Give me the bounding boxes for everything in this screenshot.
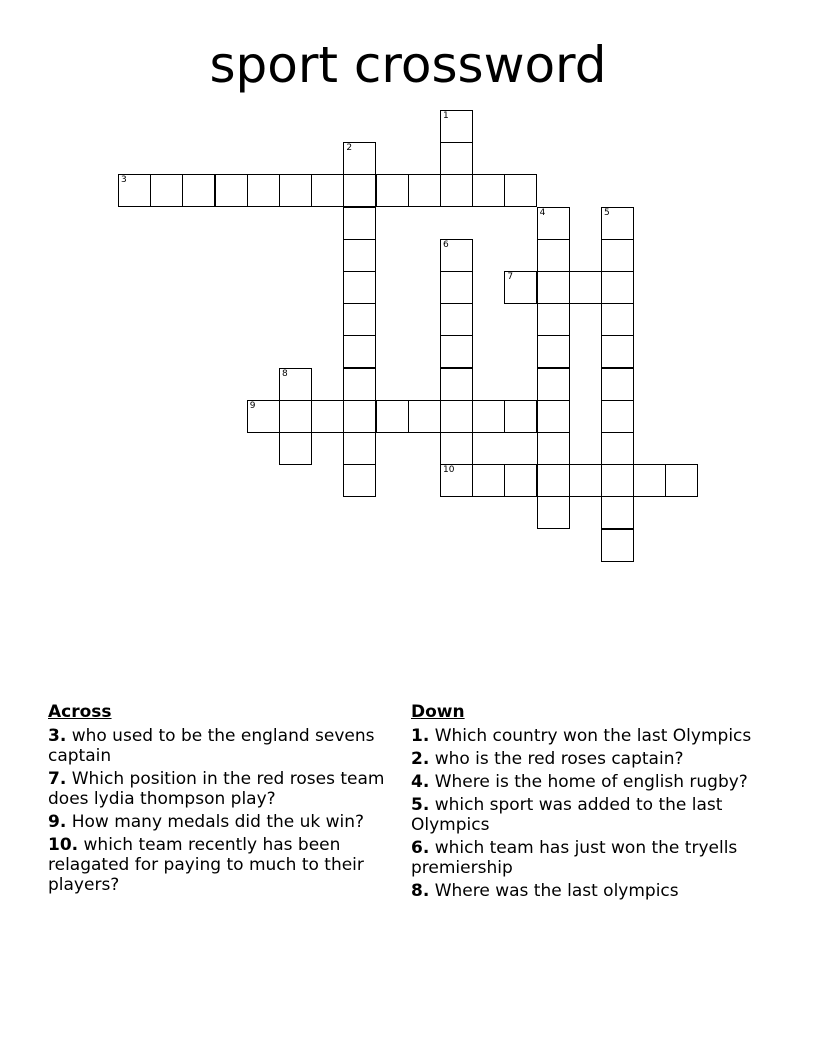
crossword-cell[interactable] (279, 174, 312, 207)
crossword-cell[interactable] (279, 400, 312, 433)
clue-down-6 (411, 838, 756, 878)
cell-number: 4 (539, 207, 546, 218)
clue-text: How many medals did the uk win? (71, 812, 365, 832)
clue-number: 2. (411, 749, 430, 769)
crossword-cell[interactable] (343, 303, 376, 336)
crossword-cell[interactable] (601, 496, 634, 529)
crossword-cell[interactable] (343, 464, 376, 497)
crossword-cell[interactable] (279, 368, 312, 401)
crossword-cell[interactable] (537, 400, 570, 433)
crossword-cell[interactable] (472, 464, 505, 497)
clue-down-4 (411, 772, 756, 792)
clue-across-3 (48, 726, 393, 766)
crossword-cell[interactable] (343, 335, 376, 368)
crossword-cell[interactable] (601, 432, 634, 465)
cell-number: 6 (443, 239, 449, 250)
clue-down-5 (411, 795, 756, 835)
crossword-cell[interactable] (311, 400, 344, 433)
clue-number: 9. (48, 812, 67, 832)
crossword-cell[interactable] (504, 174, 537, 207)
crossword-cell[interactable] (440, 464, 473, 497)
clue-number: 8. (411, 881, 430, 901)
crossword-cell[interactable] (601, 464, 634, 497)
crossword-cell[interactable] (537, 464, 570, 497)
crossword-cell[interactable] (247, 174, 280, 207)
cell-number: 2 (346, 143, 353, 154)
clue-text: who is the red roses captain? (434, 749, 684, 769)
crossword-cell[interactable] (472, 174, 505, 207)
clue-text: Where is the home of english rugby? (434, 772, 748, 792)
crossword-cell[interactable] (343, 432, 376, 465)
crossword-cell[interactable] (118, 174, 151, 207)
crossword-cell[interactable] (537, 368, 570, 401)
clue-text: Which position in the red roses team does lydia thompson play? (48, 769, 385, 809)
clue-down-1 (411, 726, 756, 746)
clue-number: 6. (411, 838, 430, 858)
clue-text: which sport was added to the last Olympics (411, 795, 723, 835)
crossword-cell[interactable] (440, 174, 473, 207)
crossword-cell[interactable] (343, 207, 376, 240)
crossword-cell[interactable] (440, 368, 473, 401)
crossword-cell[interactable] (601, 207, 634, 240)
crossword-cell[interactable] (504, 464, 537, 497)
crossword-cell[interactable] (665, 464, 698, 497)
crossword-cell[interactable] (504, 271, 537, 304)
down-clues (411, 702, 756, 904)
clue-across-10 (48, 835, 393, 895)
crossword-cell[interactable] (343, 368, 376, 401)
crossword-cell[interactable] (440, 400, 473, 433)
across-clues (48, 702, 393, 898)
crossword-cell[interactable] (343, 142, 376, 175)
crossword-cell[interactable] (440, 110, 473, 143)
crossword-cell[interactable] (343, 239, 376, 272)
crossword-cell[interactable] (504, 400, 537, 433)
clue-text: Where was the last olympics (434, 881, 679, 901)
page-title: sport crossword (209, 36, 607, 94)
clue-number: 1. (411, 726, 430, 746)
cell-number: 7 (507, 272, 514, 282)
crossword-cell[interactable] (601, 529, 634, 562)
crossword-cell[interactable] (601, 368, 634, 401)
clue-text: Which country won the last Olympics (434, 726, 752, 746)
clue-text: which team recently has been relagated for paying to much to their players? (48, 835, 364, 895)
crossword-cell[interactable] (343, 400, 376, 433)
crossword-cell[interactable] (601, 303, 634, 336)
down-heading: Down (411, 702, 465, 722)
crossword-cell[interactable] (150, 174, 183, 207)
crossword-cell[interactable] (215, 174, 248, 207)
crossword-cell[interactable] (633, 464, 666, 497)
crossword-cell[interactable] (376, 400, 409, 433)
crossword-cell[interactable] (601, 400, 634, 433)
crossword-cell[interactable] (537, 271, 570, 304)
crossword-cell[interactable] (408, 174, 441, 207)
crossword-cell[interactable] (440, 432, 473, 465)
clue-number: 4. (411, 772, 430, 792)
cell-number: 9 (249, 400, 256, 411)
clue-across-9 (48, 812, 393, 832)
crossword-cell[interactable] (376, 174, 409, 207)
crossword-cell[interactable] (537, 335, 570, 368)
crossword-cell[interactable] (472, 400, 505, 433)
crossword-cell[interactable] (537, 432, 570, 465)
cell-number: 8 (282, 368, 288, 379)
cell-number: 5 (604, 207, 610, 218)
crossword-cell[interactable] (601, 271, 634, 304)
clue-text: which team has just won the tryells premiership (411, 838, 738, 878)
cell-number: 1 (443, 111, 449, 121)
crossword-cell[interactable] (440, 303, 473, 336)
crossword-cell[interactable] (182, 174, 215, 207)
crossword-cell[interactable] (247, 400, 280, 433)
crossword-cell[interactable] (569, 271, 602, 304)
clue-across-7 (48, 769, 393, 809)
crossword-cell[interactable] (537, 496, 570, 529)
crossword-cell[interactable] (537, 239, 570, 272)
crossword-cell[interactable] (440, 335, 473, 368)
crossword-cell[interactable] (601, 335, 634, 368)
crossword-cell[interactable] (408, 400, 441, 433)
cell-number: 3 (121, 175, 127, 186)
crossword-cell[interactable] (343, 271, 376, 304)
crossword-cell[interactable] (569, 464, 602, 497)
clue-text: who used to be the england sevens captain (48, 726, 375, 766)
crossword-cell[interactable] (279, 432, 312, 465)
crossword-cell[interactable] (343, 174, 376, 207)
crossword-cell[interactable] (440, 271, 473, 304)
clue-number: 7. (48, 769, 67, 789)
crossword-cell[interactable] (537, 207, 570, 240)
crossword-cell[interactable] (601, 239, 634, 272)
clue-down-2 (411, 749, 756, 769)
cell-number: 10 (443, 465, 455, 476)
clue-down-8 (411, 881, 756, 901)
clue-number: 10. (48, 835, 79, 855)
crossword-cell[interactable] (440, 142, 473, 175)
clue-number: 3. (48, 726, 67, 746)
crossword-cell[interactable] (440, 239, 473, 272)
crossword-cell[interactable] (537, 303, 570, 336)
clue-number: 5. (411, 795, 430, 815)
across-heading: Across (48, 702, 112, 722)
crossword-cell[interactable] (311, 174, 344, 207)
